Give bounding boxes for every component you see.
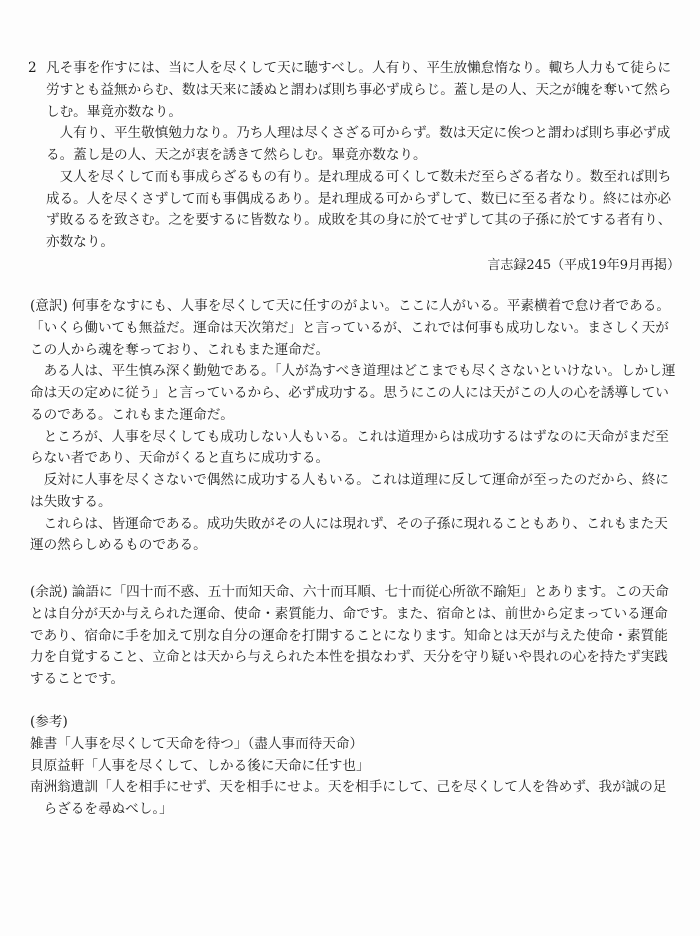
original-paragraph: 凡そ事を作すには、当に人を尽くして天に聴すべし。人有り、平生放懶怠惰なり。輙ち人力もて徒らに労すとも益無からむ、数は天来に諉ぬと謂わば則ち事必ず成らじ。蓋し是の人、天之が魄を奪いて然らしむ。畢竟亦数なり。 (46, 60, 672, 120)
commentary-text: 論語に「四十而不惑、五十而知天命、六十而耳順、七十而従心所欲不踰矩」とあります。この天命とは自分が天か与えられた運命、使命・素質能力、命です。また、宿命とは、前世から定まっている運命であり、宿命に手を加えて別な自分の運命を打開することになります。知命とは天が与えた使命・素質能力を自覚すること、立命とは天から与えられた本性を損なわず、天分を守り疑いや畏れの心を持たず実践することです。 (30, 584, 669, 687)
original-paragraph: 人有り、平生敬慎勉力なり。乃ち人理は尽くさざる可からず。数は天定に俟つと謂わば則ち事必ず成る。蓋し是の人、天之が衷を誘きて然らしむ。畢竟亦数なり。 (46, 125, 671, 163)
translation-section (30, 296, 680, 557)
translation-paragraph: ところが、人事を尽くしても成功しない人もいる。これは道理からは成功するはずなのに天命がまだ至らない者であり、天命がくると直ちに成功する。 (30, 428, 669, 467)
reference-label: (参考) (30, 714, 68, 730)
commentary-label: (余説) (30, 584, 68, 600)
translation-paragraph: これらは、皆運命である。成功失敗がその人には現れず、その子孫に現れることもあり、これもまた天運の然らしめるものである。 (30, 515, 668, 554)
section-number: 2 (28, 60, 37, 76)
translation-paragraph: 何事をなすにも、人事を尽くして天に任すのがよい。ここに人がいる。平素横着で怠け者である。「いくら働いても無益だ。運命は天次第だ」と言っているが、これでは何事も成功しない。まさしく天がこの人から魂を奪っており、これもまた運命だ。 (30, 298, 670, 358)
translation-paragraph: ある人は、平生慎み深く勤勉である。「人が為すべき道理はどこまでも尽くさないといけない。しかし運命は天の定めに従う」と言っているから、必ず成功する。思うにこの人には天がこの人の心を誘導しているのである。これもまた運命だ。 (30, 363, 676, 423)
reference-item: 南洲翁遺訓「人を相手にせず、天を相手にせよ。天を相手にして、己を尽くして人を咎めず、我が誠の足らざるを尋ぬべし。」 (30, 779, 667, 817)
reference-item: 貝原益軒「人事を尽くして、しかる後に天命に任す也」 (30, 757, 370, 774)
translation-label: (意訳) (30, 298, 68, 314)
original-text-block (30, 58, 680, 277)
original-paragraph: 又人を尽くして而も事成らざるもの有り。是れ理成る可くして数未だ至らざる者なり。数至れば則ち成る。人を尽くさずして而も事偶成るあり。是れ理成る可からずして、数已に至る者なり。終には亦必ず敗るるを致さむ。之を要するに皆数なり。成敗を其の身に於てせずして其の子孫に於てする者有り、亦数なり。 (46, 168, 672, 250)
commentary-section (30, 582, 680, 691)
translation-paragraph: 反対に人事を尽くさないで偶然に成功する人もいる。これは道理に反して運命が至ったのだから、終には失敗する。 (30, 472, 669, 510)
reference-item: 雑書「人事を尽くして天命を待つ」（盡人事而待天命） (30, 735, 364, 752)
source-citation: 言志録245（平成19年9月再掲） (487, 257, 680, 273)
reference-section (30, 712, 680, 821)
